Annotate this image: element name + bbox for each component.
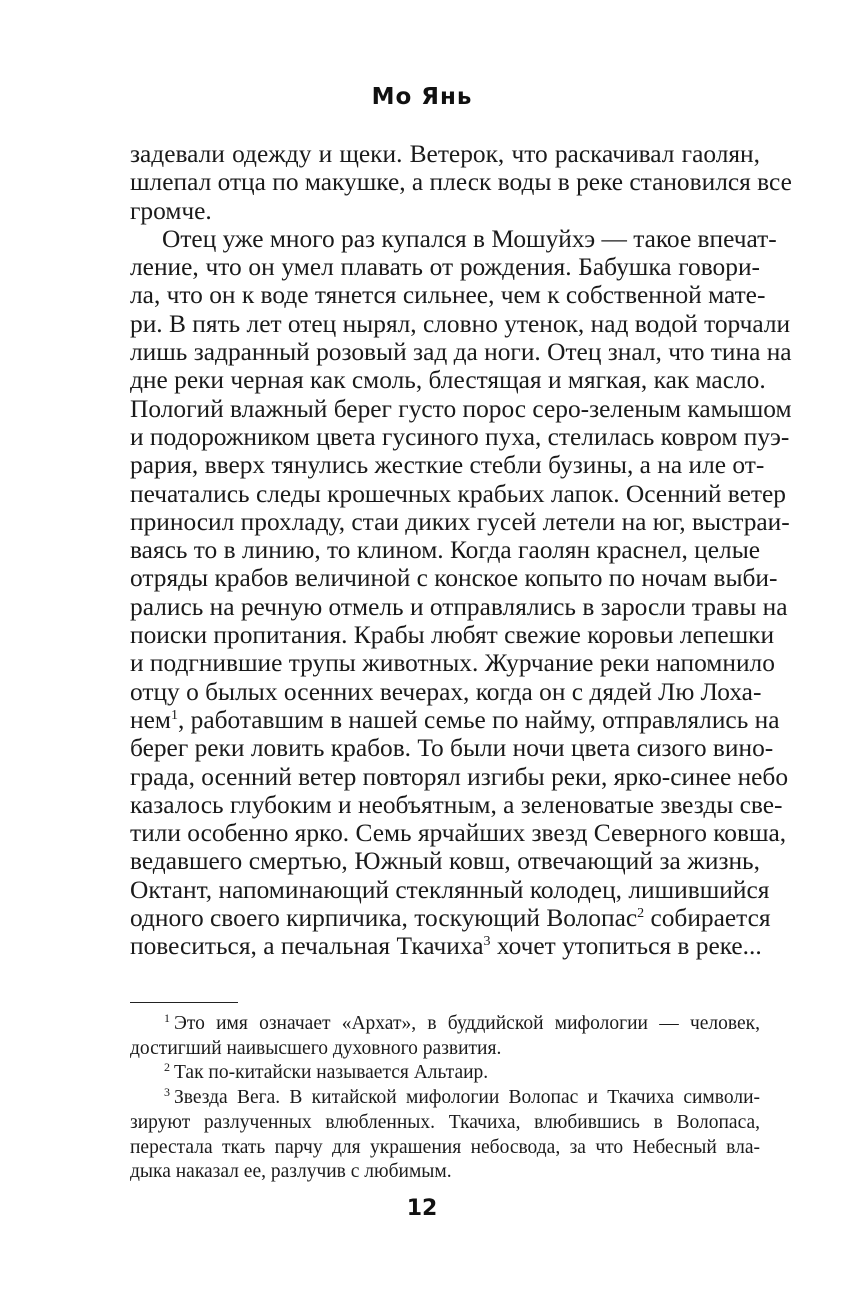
text-line: Октант, напоминающий стеклянный колодец, лишившийся — [130, 875, 770, 904]
footnote-line: дыка наказал ее, разлучив с любимым. — [130, 1161, 452, 1183]
text-line: Пологий влажный берег густо порос серо-зеленым камышом — [130, 394, 792, 423]
text-line: дне реки черная как смоль, блестящая и мягкая, как масло. — [130, 366, 766, 395]
text-line: казалось глубоким и необъятным, а зеленоватые звезды све- — [130, 790, 783, 819]
text-line-with-ref — [130, 904, 771, 933]
text-fragment: хочет утопиться в реке... — [490, 932, 762, 961]
footnote-ref-3[interactable]: 3 — [483, 934, 491, 950]
footnote-line: зируют разлученных влюбленных. Ткачиха, влюбившись в Волопаса, — [130, 1111, 760, 1133]
running-title: Мо Янь — [371, 84, 473, 110]
text-line: тили особенно ярко. Семь ярчайших звезд Северного ковша, — [130, 819, 787, 848]
text-line: града, осенний ветер повторял изгибы реки, ярко-синее небо — [130, 762, 789, 791]
footnote-3 — [130, 1086, 760, 1111]
body-text — [130, 140, 792, 961]
footnote-divider — [130, 1002, 238, 1003]
footnote-ref-2[interactable]: 2 — [637, 906, 645, 922]
text-line: лишь задранный розовый зад да ноги. Отец знал, что тина на — [130, 338, 792, 367]
text-line: ваясь то в линию, то клином. Когда гаолян краснел, целые — [130, 536, 761, 565]
text-line: ри. В пять лет отец нырял, словно утенок, над водой торчали — [130, 309, 791, 338]
text-line: громче. — [130, 196, 212, 225]
text-line: отцу о былых осенних вечерах, когда он с дядей Лю Лоха- — [130, 677, 762, 706]
page-number: 12 — [406, 1196, 438, 1221]
text-fragment: нем — [130, 705, 171, 734]
text-line: ведавшего смертью, Южный ковш, отвечающий за жизнь, — [130, 847, 760, 876]
text-line: и подгнившие трупы животных. Журчание реки напомнило — [130, 649, 775, 678]
footnote-2 — [130, 1061, 760, 1086]
text-line: поиски пропитания. Крабы любят свежие коровьи лепешки — [130, 621, 775, 650]
text-line-with-ref — [130, 932, 760, 960]
text-line-with-ref — [130, 705, 780, 734]
text-line: шлепал отца по макушке, а плеск воды в реке становился все — [130, 168, 792, 197]
text-line: рария, вверх тянулись жесткие стебли бузины, а на иле от- — [130, 451, 765, 480]
text-line: приносил прохладу, стаи диких гусей летели на юг, выстраи- — [130, 507, 790, 536]
footnote-line: достигший наивысшего духовного развития. — [130, 1037, 502, 1059]
footnote-mark: 2 — [164, 1060, 170, 1075]
text-line: рались на речную отмель и отправлялись в заросли травы на — [130, 592, 788, 621]
text-fragment: собирается — [644, 904, 771, 933]
text-line: Отец уже много раз купался в Мошуйхэ — такое впечат- — [162, 224, 777, 253]
footnote-mark: 3 — [164, 1085, 170, 1100]
footnote-ref-1[interactable]: 1 — [170, 707, 178, 723]
text-line: и подорожником цвета гусиного пуха, стелилась ковром пуэ- — [130, 422, 790, 451]
text-fragment: , работавшим в нашей семье по найму, отправлялись на — [177, 705, 780, 734]
text-fragment: одного своего кирпичика, тоскующий Волопас — [130, 904, 638, 933]
text-line: печатались следы крошечных крабьих лапок. Осенний ветер — [130, 479, 786, 508]
footnote-line: перестала ткать парчу для украшения небосвода, за что Небесный вла- — [130, 1136, 760, 1158]
footnote-text: Это имя означает «Архат», в буддийской мифологии — человек, — [174, 1013, 760, 1034]
footnote-text: Звезда Вега. В китайской мифологии Волопас и Ткачиха символи- — [174, 1087, 760, 1109]
text-line: ление, что он умел плавать от рождения. Бабушка говори- — [130, 253, 760, 282]
text-line: ла, что он к воде тянется сильнее, чем к собственной мате- — [130, 281, 766, 310]
text-fragment: повеситься, а печальная Ткачиха — [130, 932, 484, 961]
footnote-text: Так по-китайски называется Альтаир. — [174, 1062, 489, 1084]
text-line: отряды крабов величиной с конское копыто по ночам выби- — [130, 564, 778, 593]
text-line: берег реки ловить крабов. То были ночи цвета сизого вино- — [130, 734, 774, 763]
text-line: задевали одежду и щеки. Ветерок, что раскачивал гаолян, — [130, 140, 760, 168]
footnote-mark: 1 — [164, 1011, 170, 1025]
footnotes — [130, 1012, 760, 1185]
footnote-1 — [130, 1012, 760, 1037]
